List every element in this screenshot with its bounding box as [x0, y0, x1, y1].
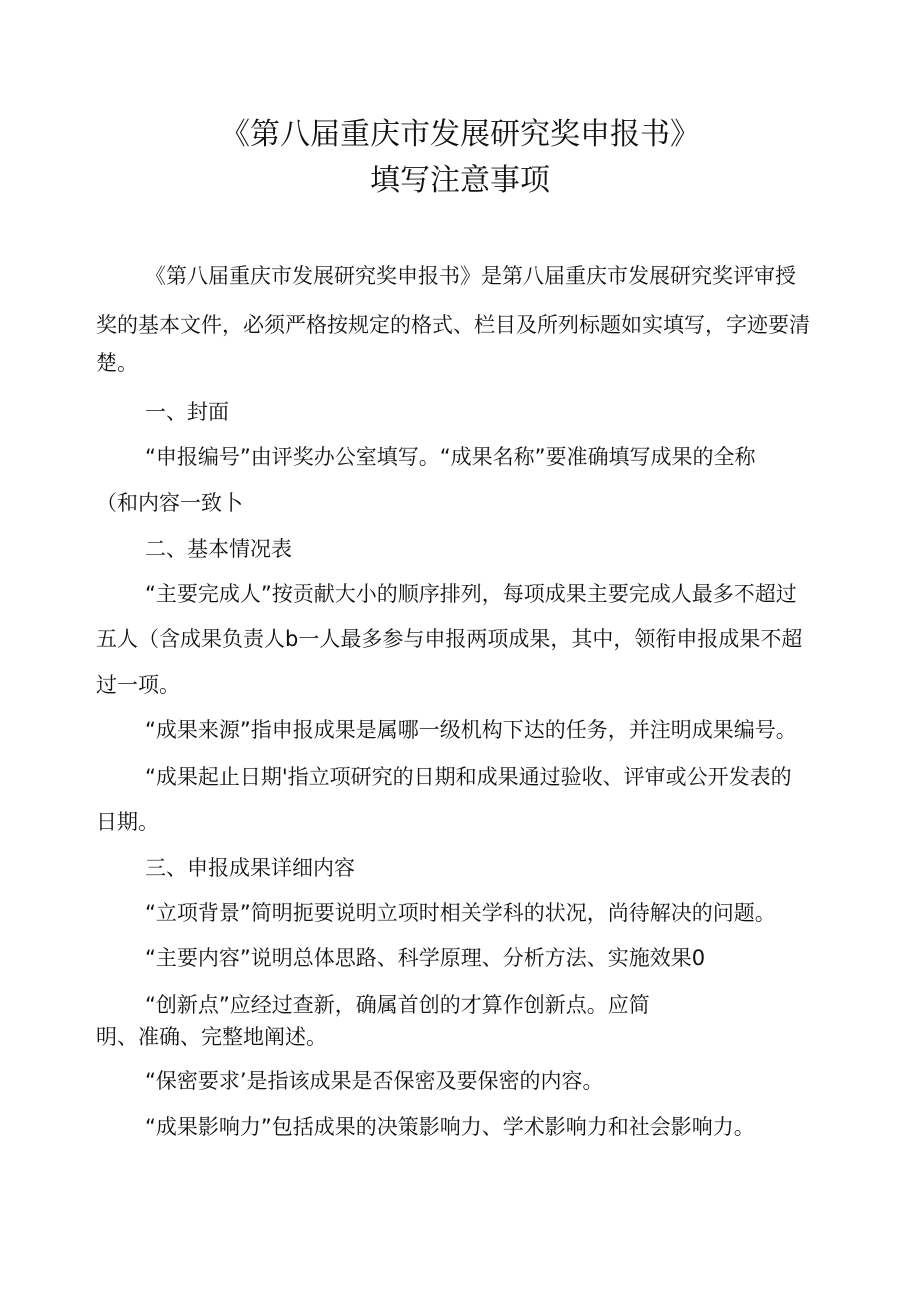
basic-info-paragraph-line: “成果起止日期'指立项研究的日期和成果通过验收、评审或公开发表的 [145, 765, 792, 789]
intro-paragraph-line: 奖的基本文件，必须严格按规定的格式、栏目及所列标题如实填写，字迹要清 [96, 313, 810, 337]
section-heading-cover: 一、封面 [145, 400, 229, 424]
intro-paragraph-line: 楚。 [96, 351, 138, 375]
section-heading-details: 三、申报成果详细内容 [145, 856, 355, 880]
basic-info-paragraph-line: 日期。 [96, 810, 159, 834]
document-subtitle: 填写注意事项 [370, 163, 550, 198]
basic-info-paragraph-line: “主要完成人”按贡献大小的顺序排列，每项成果主要完成人最多不超过 [145, 582, 797, 606]
details-paragraph-line: “主要内容”说明总体思路、科学原理、分析方法、实施效果0 [145, 946, 706, 970]
cover-paragraph-line: （和内容一致卜 [96, 491, 243, 515]
basic-info-paragraph-line: 过一项。 [96, 673, 180, 697]
details-paragraph-line: “保密要求’是指该成果是否保密及要保密的内容。 [145, 1069, 604, 1093]
details-paragraph-line: 明、准确、完整地阐述。 [96, 1025, 327, 1049]
section-heading-basic-info: 二、基本情况表 [145, 537, 292, 561]
details-paragraph-line: “创新点”应经过查新，确属首创的才算作创新点。应简 [145, 993, 650, 1017]
intro-paragraph-line: 《第八届重庆市发展研究奖申报书》是第八届重庆市发展研究奖评审授 [145, 264, 796, 288]
details-paragraph-line: “成果影响力”包括成果的决策影响力、学术影响力和社会影响力。 [145, 1115, 755, 1139]
basic-info-paragraph-line: “成果来源”指申报成果是属哪一级机构下达的任务，并注明成果编号。 [145, 718, 797, 742]
cover-paragraph-line: “申报编号”由评奖办公室填写。“成果名称”要准确填写成果的全称 [145, 445, 756, 469]
basic-info-paragraph-line: 五人（含成果负责人b一人最多参与申报两项成果，其中，领衔申报成果不超 [96, 627, 803, 651]
document-title: 《第八届重庆市发展研究奖申报书》 [220, 117, 700, 152]
details-paragraph-line: “立项背景”简明扼要说明立项时相关学科的状况，尚待解决的问题。 [145, 901, 776, 925]
